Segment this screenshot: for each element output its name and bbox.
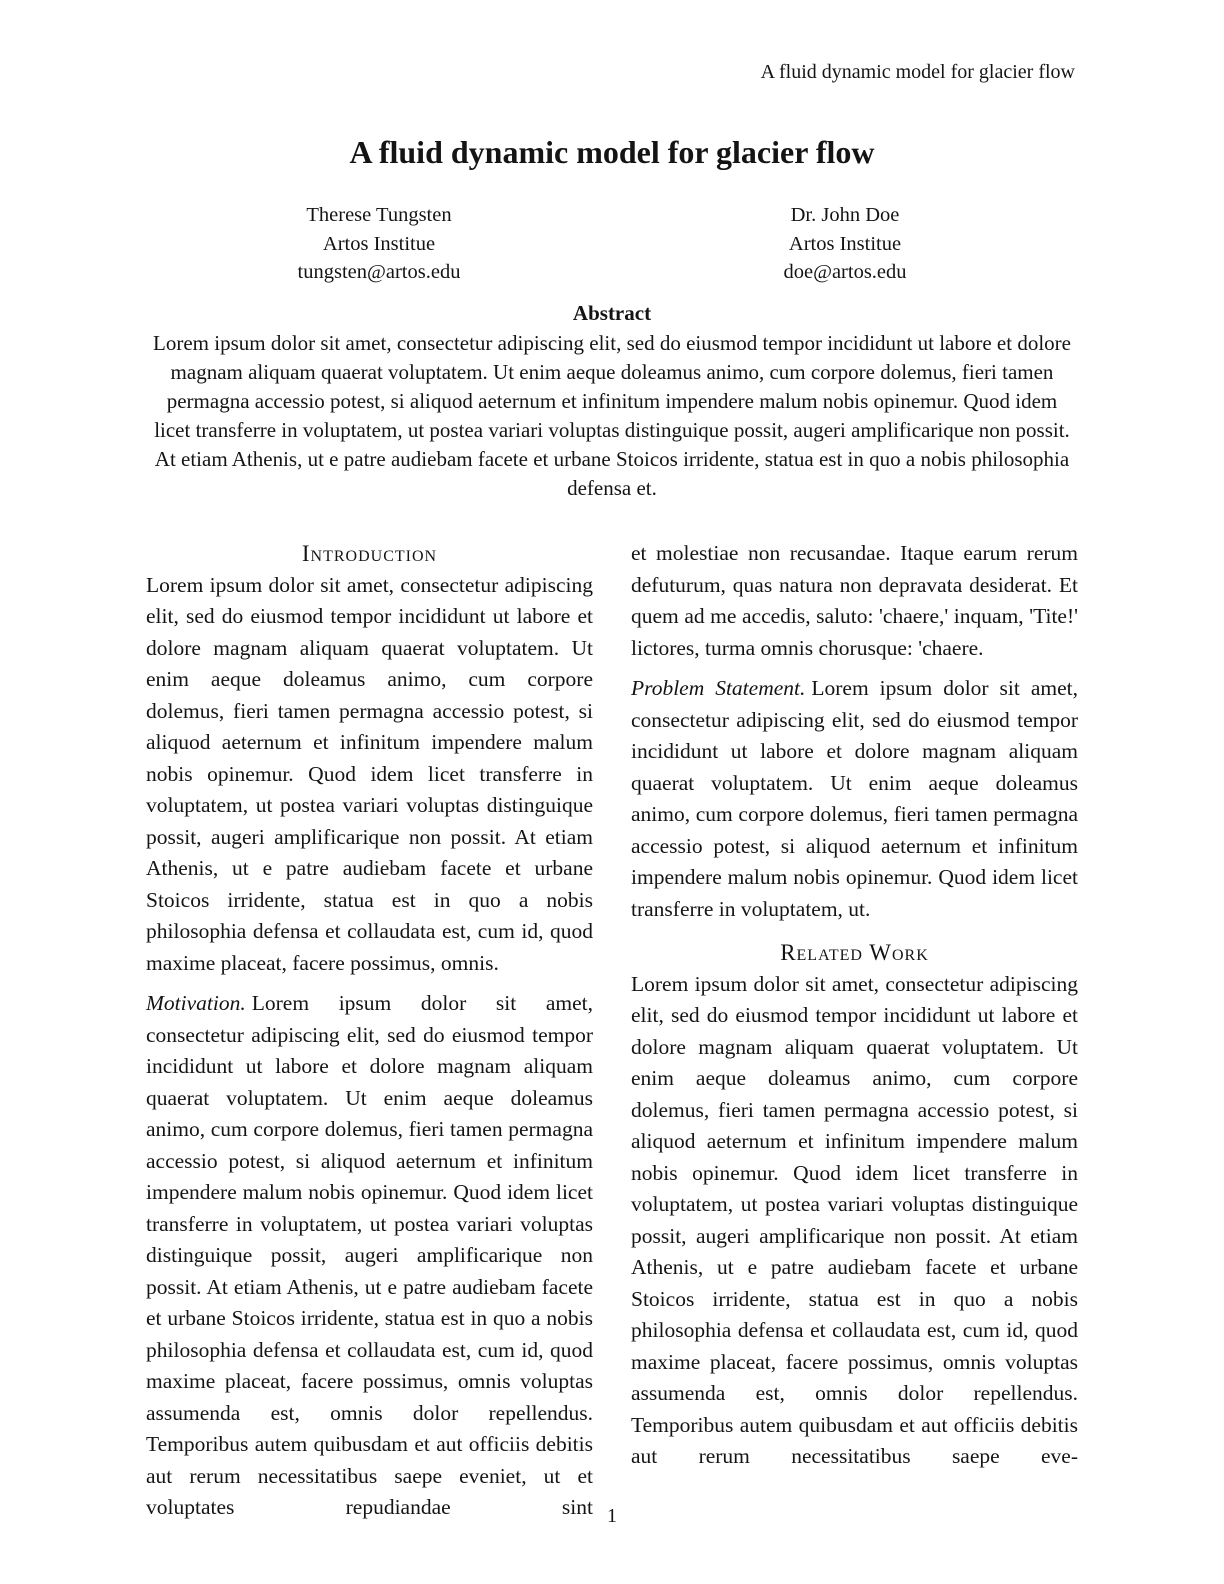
author-left: [146, 201, 612, 287]
left-column: [146, 538, 593, 1524]
author-email: doe@artos.edu: [783, 261, 907, 283]
abstract-heading: Abstract: [572, 301, 652, 325]
problem-statement-paragraph: [631, 673, 1078, 925]
paper-title: A fluid dynamic model for glacier flow: [349, 134, 875, 170]
introduction-paragraph: Lorem ipsum dolor sit amet, consectetur adipiscing elit, sed do eiusmod tempor incididunt ut labore et dolore magnam aliquam quaerat voluptatem. Ut enim aeque doleamus animo, cum corpore dolemus, fieri tamen permagna accessio potest, si aliquod aeternum et infinitum impendere malum nobis opinemur. Quod idem licet transferre in voluptatem, ut postea variari voluptas distinguique possit, augeri amplificarique non possit. At etiam Athenis, ut e patre audiebam facete et urbane Stoicos irridente, statua est in quo a nobis philosophia defensa et collaudata est, cum id, quod maxime placeat, facere possimus, omnis.: [146, 572, 593, 975]
motivation-continuation-paragraph: et molestiae non recusandae. Itaque earum rerum defuturum, quas natura non depravata desiderat. Et quem ad me accedis, saluto: 'chaere,' inquam, 'Tite!' lictores, turma omnis chorusque: 'chaere.: [631, 541, 1078, 660]
two-column-body: [146, 538, 1078, 1524]
author-block: [146, 201, 1078, 287]
author-name: Dr. John Doe: [790, 204, 900, 226]
section-heading-introduction: Introduction: [301, 541, 438, 566]
motivation-paragraph-text: Lorem ipsum dolor sit amet, consectetur adipiscing elit, sed do eiusmod tempor incididunt ut labore et dolore magnam aliquam quaerat voluptatem. Ut enim aeque doleamus animo, cum corpore dolemus, fieri tamen permagna accessio potest, si aliquod aeternum et infinitum impendere malum nobis opinemur. Quod idem licet transferre in voluptatem, ut postea variari voluptas distinguique possit, augeri amplificarique non possit. At etiam Athenis, ut e patre audiebam facete et urbane Stoicos irridente, statua est in quo a nobis philosophia defensa et collaudata est, cum id, quod maxime placeat, facere possimus, omnis voluptas assumenda est, omnis dolor repellendus. Temporibus autem quibusdam et aut officiis debitis aut rerum necessitatibus saepe eveniet, ut et voluptates repudiandae sint: [146, 991, 593, 1519]
abstract-text: Lorem ipsum dolor sit amet, consectetur adipiscing elit, sed do eiusmod tempor incididunt ut labore et dolore magnam aliquam quaerat voluptatem. Ut enim aeque doleamus animo, cum corpore dolemus, fieri tamen permagna accessio potest, si aliquod aeternum et infinitum impendere malum nobis opinemur. Quod idem licet transferre in voluptatem, ut postea variari voluptas distinguique possit, augeri amplificarique non possit. At etiam Athenis, ut e patre audiebam facete et urbane Stoicos irridente, statua est in quo a nobis philosophia defensa et.: [153, 331, 1071, 500]
problem-statement-runin-label: Problem Statement.: [631, 676, 806, 700]
author-affiliation: Artos Institue: [788, 232, 902, 255]
right-column: [631, 538, 1078, 1524]
problem-statement-paragraph-text: Lorem ipsum dolor sit amet, consectetur adipiscing elit, sed do eiusmod tempor incididunt ut labore et dolore magnam aliquam quaerat voluptatem. Ut enim aeque doleamus animo, cum corpore dolemus, fieri tamen permagna accessio potest, si aliquod aeternum et infinitum impendere malum nobis opinemur. Quod idem licet transferre in voluptatem, ut.: [631, 676, 1078, 921]
motivation-runin-label: Motivation.: [146, 991, 246, 1015]
running-header: A fluid dynamic model for glacier flow: [760, 61, 1075, 83]
author-right: [612, 201, 1078, 287]
author-name: Therese Tungsten: [306, 204, 452, 226]
page-number: 1: [607, 1505, 617, 1527]
author-email: tungsten@artos.edu: [297, 261, 461, 283]
section-heading-related-work: Related Work: [780, 940, 929, 965]
author-affiliation: Artos Institue: [322, 232, 436, 255]
motivation-paragraph: [146, 988, 593, 1524]
related-work-paragraph: Lorem ipsum dolor sit amet, consectetur adipiscing elit, sed do eiusmod tempor incididunt ut labore et dolore magnam aliquam quaerat voluptatem. Ut enim aeque doleamus animo, cum corpore dolemus, fieri tamen permagna accessio potest, si aliquod aeternum et infinitum impendere malum nobis opinemur. Quod idem licet transferre in voluptatem, ut postea variari voluptas distinguique possit, augeri amplificarique non possit. At etiam Athenis, ut e patre audiebam facete et urbane Stoicos irridente, statua est in quo a nobis philosophia defensa et collaudata est, cum id, quod maxime placeat, facere possimus, omnis voluptas assumenda est, omnis dolor repellendus. Temporibus autem quibusdam et aut officiis debitis aut rerum necessitatibus saepe eve-: [631, 971, 1078, 1468]
